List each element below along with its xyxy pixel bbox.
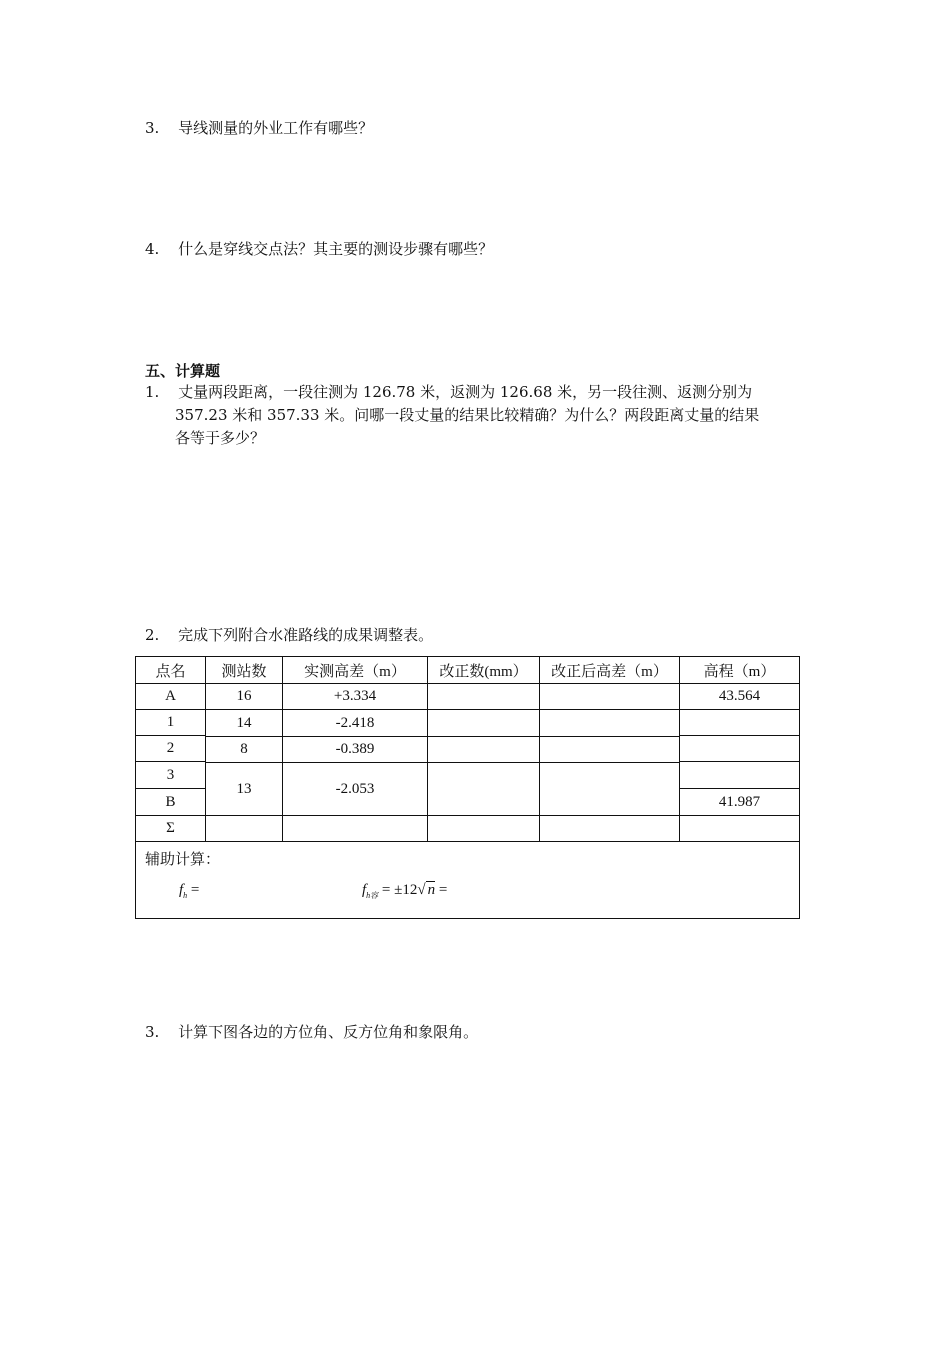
point-cell: A <box>136 684 206 710</box>
elevation-cell: 41.987 <box>680 789 800 816</box>
stations-cell: 14 <box>206 710 283 737</box>
header-elevation: 高程（m） <box>680 657 800 684</box>
auxiliary-label: 辅助计算： <box>145 852 221 868</box>
auxiliary-calculation-cell <box>136 842 800 919</box>
allowable-error-formula <box>362 882 447 901</box>
sum-stations-cell <box>206 816 283 842</box>
calc-question-3 <box>145 1021 478 1042</box>
stations-cell: 13 <box>206 763 283 816</box>
elevation-cell: 43.564 <box>680 684 800 710</box>
diff-cell: -0.389 <box>283 737 428 763</box>
question-3 <box>145 117 373 138</box>
question-text: 计算下图各边的方位角、反方位角和象限角。 <box>178 1023 479 1041</box>
elevation-cell <box>680 710 800 736</box>
question-number: 2. <box>145 626 160 644</box>
fhr-symbol: f <box>362 882 367 898</box>
calc-question-1-line2: 357.23 米和 357.33 米。问哪一段丈量的结果比较精确？为什么？两段距离丈量的结果 <box>175 406 760 424</box>
sum-symbol-cell: Σ <box>136 816 206 842</box>
question-4 <box>145 238 493 259</box>
question-number: 4. <box>145 240 160 258</box>
sqrt-sign: √ <box>417 882 426 898</box>
corrected-diff-cell <box>540 684 680 710</box>
sum-elevation-cell <box>680 816 800 842</box>
question-number: 3. <box>145 119 160 137</box>
corrected-diff-cell <box>540 737 680 763</box>
fh-subscript: h <box>183 891 188 900</box>
header-measured-diff: 实测高差（m） <box>283 657 428 684</box>
elevation-cell <box>680 762 800 789</box>
point-cell: 2 <box>136 736 206 762</box>
sqrt-n: n <box>427 882 436 898</box>
correction-cell <box>428 737 540 763</box>
calc-question-1-line3: 各等于多少？ <box>175 429 266 447</box>
stations-cell: 16 <box>206 684 283 710</box>
question-text: 导线测量的外业工作有哪些？ <box>178 119 374 137</box>
question-number: 1. <box>145 383 160 401</box>
correction-cell <box>428 710 540 737</box>
table-row <box>136 684 800 710</box>
header-point-name: 点名 <box>136 657 206 684</box>
point-cell: 3 <box>136 762 206 789</box>
table-header-row <box>136 657 800 684</box>
corrected-diff-cell <box>540 710 680 737</box>
fhr-middle: = ±12 <box>381 882 418 898</box>
sum-corrected-cell <box>540 816 680 842</box>
closure-error-formula <box>179 882 199 900</box>
question-text: 丈量两段距离，一段往测为 126.78 米，返测为 126.68 米，另一段往测、返测分别为 <box>178 383 753 401</box>
question-number: 3. <box>145 1023 160 1041</box>
auxiliary-row <box>136 842 800 919</box>
calc-question-2 <box>145 624 433 645</box>
corrected-diff-cell <box>540 763 680 816</box>
diff-cell: -2.418 <box>283 710 428 737</box>
correction-cell <box>428 684 540 710</box>
fhr-equals: = <box>438 882 448 898</box>
elevation-cell <box>680 736 800 762</box>
calc-question-1-line1 <box>145 381 752 402</box>
diff-cell: +3.334 <box>283 684 428 710</box>
stations-cell: 8 <box>206 737 283 763</box>
fhr-subscript: h容 <box>366 891 379 900</box>
fh-equals: = <box>190 882 200 898</box>
question-text: 什么是穿线交点法？其主要的测设步骤有哪些？ <box>178 240 494 258</box>
header-stations: 测站数 <box>206 657 283 684</box>
table-sum-row <box>136 816 800 842</box>
question-text: 完成下列附合水准路线的成果调整表。 <box>178 626 434 644</box>
point-cell: B <box>136 789 206 816</box>
point-cell: 1 <box>136 710 206 736</box>
leveling-adjustment-table <box>135 656 800 919</box>
header-corrected-diff: 改正后高差（m） <box>540 657 680 684</box>
section-title: 五、计算题 <box>145 362 221 380</box>
correction-cell <box>428 763 540 816</box>
sum-correction-cell <box>428 816 540 842</box>
fh-symbol: f <box>179 882 184 898</box>
diff-cell: -2.053 <box>283 763 428 816</box>
sum-diff-cell <box>283 816 428 842</box>
header-correction: 改正数(mm） <box>428 657 540 684</box>
